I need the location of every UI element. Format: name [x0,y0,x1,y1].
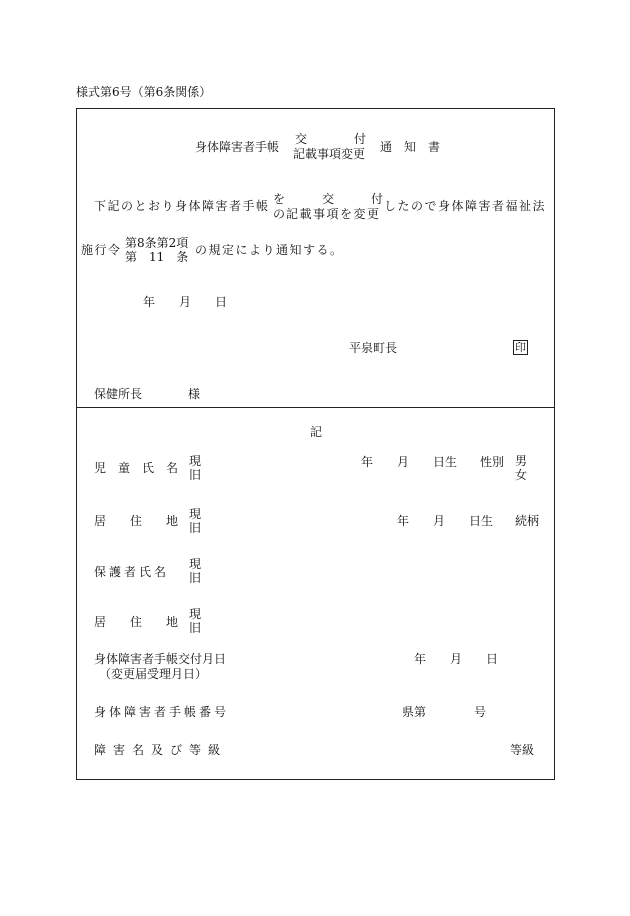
body-change: 記載事項を変更 [286,207,381,221]
body-line2-prefix: 施行令 [81,243,122,257]
guardian-birth-date: 年 月 日生 [397,514,494,528]
child-name-current: 現 [189,454,202,468]
form-number: 様式第6号（第6条関係） [76,85,212,99]
disability-grade-unit: 等級 [510,743,535,757]
body-line1-suffix: したので身体障害者福祉法 [384,199,547,213]
gender-male: 男 [515,454,528,468]
record-heading: 記 [310,425,323,439]
residence-former: 旧 [189,521,202,535]
guardian-name-former: 旧 [189,571,202,585]
gender-label: 性別 [480,455,505,469]
issue-date-label: 身体障害者手帳交付月日 [94,652,227,666]
handbook-number-value: 県第 号 [402,705,487,719]
body-issue-b: 付 [371,192,384,206]
body-particle-o: を [273,192,286,206]
residence-label: 居 住 地 [94,514,179,528]
guardian-name-label: 保護者氏名 [94,565,170,579]
handbook-number-label: 身体障害者手帳番号 [94,705,230,719]
relationship-label: 続柄 [515,514,540,528]
recipient-name: 保健所長 [94,387,143,401]
seal-stamp-mark: 印 [515,341,526,354]
guardian-residence-current: 現 [189,607,202,621]
title-option-issue-a: 交 [295,132,308,146]
issue-date-note: （変更届受理月日） [99,667,208,681]
child-name-former: 旧 [189,468,202,482]
body-article-top: 第8条第2項 [125,236,189,250]
body-line2-suffix: の規定により通知する。 [195,243,344,257]
title-option-issue-b: 付 [354,132,367,146]
body-line1-prefix: 下記のとおり身体障害者手帳 [94,199,270,213]
recipient-honorific: 様 [188,387,201,401]
notice-date: 年 月 日 [143,295,228,309]
body-particle-no: の [273,207,286,221]
birth-date: 年 月 日生 [361,455,458,469]
child-name-label: 児 童 氏 名 [94,461,179,475]
guardian-residence-label: 居 住 地 [94,615,179,629]
title-option-change: 記載事項変更 [293,147,366,161]
title-prefix: 身体障害者手帳 [195,140,280,154]
residence-current: 現 [189,507,202,521]
issue-date-value: 年 月 日 [414,652,499,666]
guardian-name-current: 現 [189,557,202,571]
guardian-residence-former: 旧 [189,621,202,635]
title-suffix: 通 知 書 [380,140,441,154]
gender-female: 女 [515,468,528,482]
issuer-town-mayor: 平泉町長 [349,341,398,355]
body-issue-a: 交 [322,192,335,206]
disability-grade-label: 障害名及び等級 [94,743,228,757]
section-divider [76,407,555,408]
body-article-bottom: 第 11 条 [125,250,189,264]
